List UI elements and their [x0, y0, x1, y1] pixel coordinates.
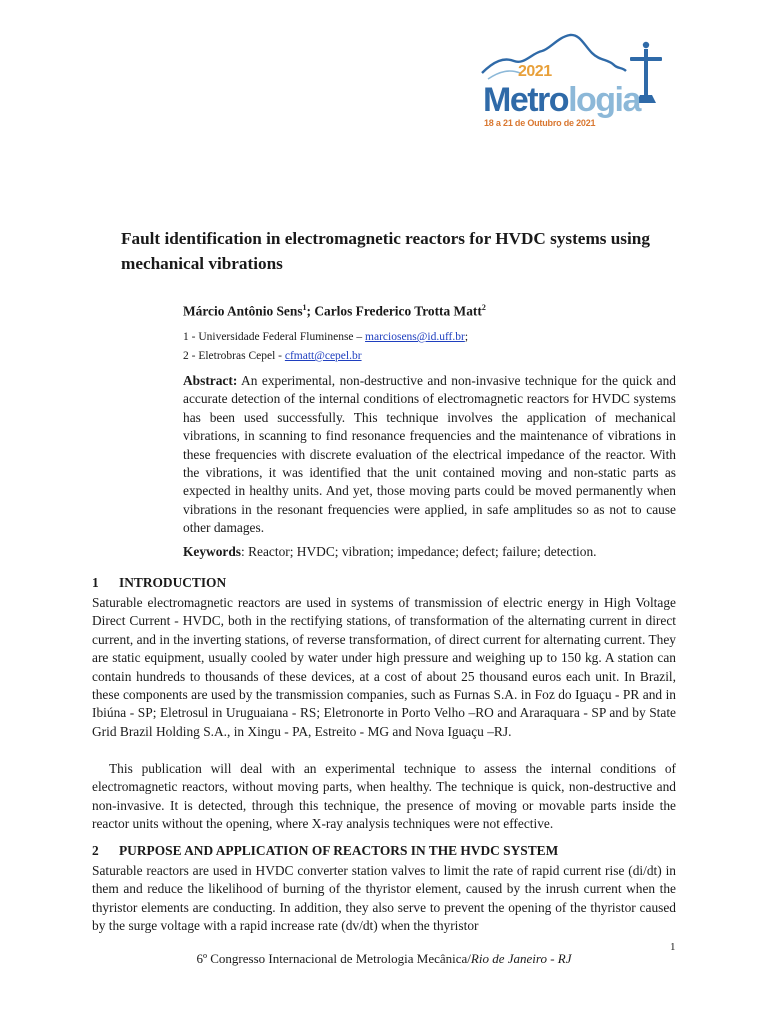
logo-wordmark-part1: Metro	[483, 81, 569, 119]
email-link-1[interactable]: marciosens@id.uff.br	[365, 331, 465, 343]
section-number: 1	[92, 575, 99, 590]
page-number: 1	[670, 941, 676, 953]
logo-dates: 18 a 21 de Outubro de 2021	[484, 118, 596, 128]
section-heading-purpose	[92, 843, 558, 859]
author-2-superscript: 2	[481, 303, 486, 312]
logo-year: 2021	[518, 63, 552, 80]
body-paragraph: Saturable electromagnetic reactors are used in systems of transmission of electric energy in High Voltage Direct Current - HVDC, both in the rectifying stations, of transformation of the alternating current in direct current, and in the inverting stations, of reverse transformation, of direct current for alternating current. They are static equipment, usually cooled by water under high pressure and weighing up to 150 kg. A station can contain hundreds to thousands of these devices, at a cost of about 25 thousand euros each unit. In Brazil, these components are used by the transmission companies, such as Furnas S.A. in Foz do Iguaçu - PR and in Ibiúna - SP; Eletrosul in Uruguaiana - RS; Eletronorte in Porto Velho –RO and Araraquara - SP and by State Grid Brazil Holding S.A., in Xingu - PA, Estreito - MG and Nova Iguaçu –RJ.	[92, 595, 676, 739]
footer-location: Rio de Janeiro - RJ	[470, 951, 572, 966]
affiliation-1-text: 1 - Universidade Federal Fluminense –	[183, 331, 366, 343]
affiliation-1	[183, 331, 468, 343]
abstract-text: An experimental, non-destructive and non-invasive technique for the quick and accurate detection of the internal conditions of electromagnetic reactors for HVDC systems has been used successfully. This technique involves the application of mechanical vibrations, in scanning to find resonance frequencies and the maintenance of vibrations in these frequencies with discrete evaluation of the electrical impedance of the reactor. With the vibrations, it was identified that the unit contained moving and non-static parts as expected in healthy units. And yet, those moving parts could be moved permanently when vibrations in the resonant frequencies were applied, in safe amplitudes so as not to cause other damages.	[183, 373, 676, 536]
keywords-text: : Reactor; HVDC; vibration; impedance; defect; failure; detection.	[241, 544, 597, 559]
abstract	[183, 372, 676, 538]
affiliation-1-suffix: ;	[464, 331, 469, 343]
author-separator: ;	[306, 303, 315, 319]
section-title: PURPOSE AND APPLICATION OF REACTORS IN THE HVDC SYSTEM	[119, 843, 559, 858]
paper-title: Fault identification in electromagnetic reactors for HVDC systems using mechanical vibrations	[121, 229, 650, 273]
footer-text: 6º Congresso Internacional de Metrologia Mecânica/	[196, 951, 471, 966]
body-paragraph: This publication will deal with an experimental technique to assess the internal conditions of electromagnetic reactors, without moving parts, when healthy. The technique is quick, non-destructive and non-invasive. It is detected, through this technique, the presence of moving or movable parts inside the reactor units without the opening, where X-ray analysis techniques were not effective.	[92, 761, 676, 832]
section-number: 2	[92, 843, 99, 858]
author-1-superscript: 1	[302, 303, 307, 312]
metrologia-logo	[480, 31, 676, 130]
section-heading-introduction	[92, 575, 226, 591]
affiliation-2	[183, 350, 362, 362]
affiliation-2-text: 2 - Eletrobras Cepel -	[183, 350, 285, 362]
author-line	[183, 303, 486, 319]
keywords	[183, 543, 676, 561]
logo-wordmark-part2: logia	[568, 81, 640, 119]
email-link-2[interactable]: cfmatt@cepel.br	[284, 350, 362, 362]
logo-wordmark	[483, 83, 640, 117]
footer	[0, 951, 768, 967]
abstract-label: Abstract:	[183, 373, 238, 388]
section-title: INTRODUCTION	[119, 575, 227, 590]
author-1: Márcio Antônio Sens	[183, 303, 303, 319]
keywords-label: Keywords	[183, 544, 242, 559]
author-2: Carlos Frederico Trotta Matt	[314, 303, 482, 319]
body-paragraph: Saturable reactors are used in HVDC converter station valves to limit the rate of rapid current rise (di/dt) in them and reduce the likelihood of burning of the thyristor element, caused by the inrush current when the thyristor elements are conducting. In addition, they also serve to prevent the opening of the thyristor caused by the surge voltage with a rapid increase rate (dv/dt) when the thyristor	[92, 863, 676, 934]
